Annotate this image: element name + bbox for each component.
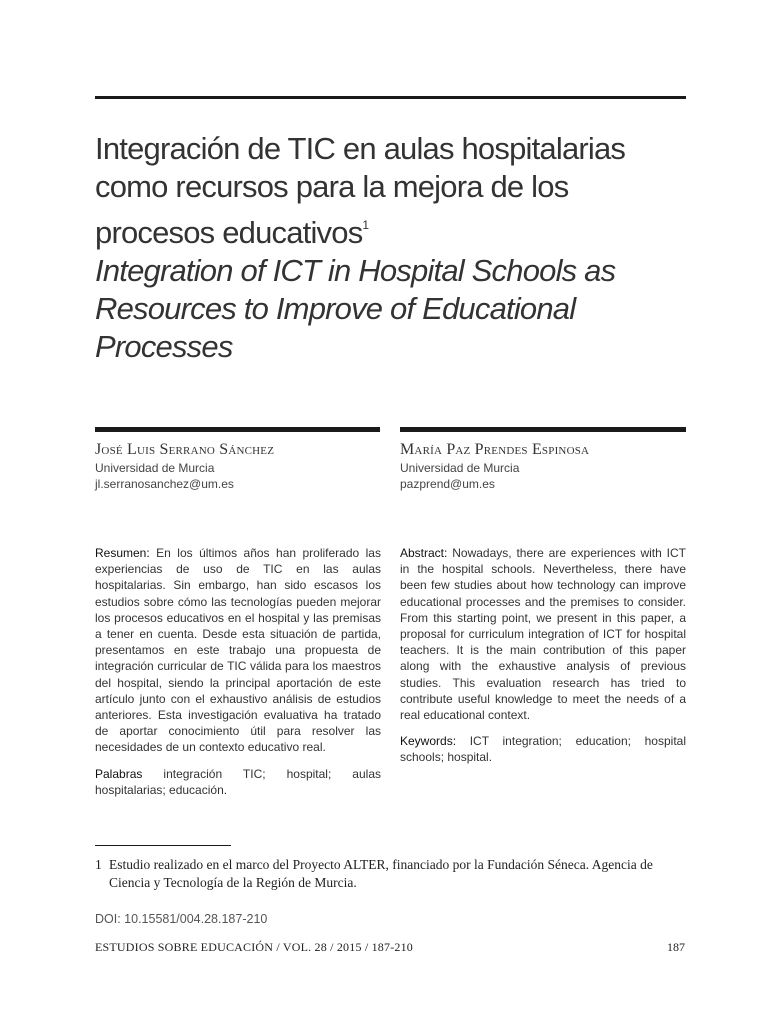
page-number: 187 [667, 940, 685, 954]
author-2 [400, 440, 690, 492]
author-name: José Luis Serrano Sánchez [95, 441, 275, 458]
journal-line: ESTUDIOS SOBRE EDUCACIÓN / VOL. 28 / 2015 / 187-210 [95, 940, 413, 954]
footnote [95, 856, 687, 892]
resumen-text: En los últimos años han proliferado las experiencias de uso de TIC en las aulas hospitalarias. Sin embargo, han sido escasos los estudios sobre cómo las tecnologías pueden mejorar los procesos educativos en el hospital y las premisas a tener en cuenta. Desde esta situación de partida, presentamos en este trabajo una propuesta de integración curricular de TIC válida para los maestros del hospital, siendo la principal aportación de este artículo junto con el exhaustivo análisis de estudios anteriores. Esta investigación evaluativa ha tratado de aportar conocimiento útil para resolver las necesidades de un contexto educativo real. [95, 546, 381, 755]
spanish-summary-column [95, 545, 381, 808]
author-email[interactable]: pazprend@um.es [400, 477, 495, 491]
author-affiliation: Universidad de Murcia [400, 461, 520, 475]
doi[interactable]: DOI: 10.15581/004.28.187-210 [95, 912, 268, 926]
title-english: Integration of ICT in Hospital Schools as Resources to Improve of Educational Processes [95, 253, 616, 364]
author-rule-left [95, 427, 380, 432]
abstract-text: Nowadays, there are experiences with ICT in the hospital schools. Nevertheless, there have been few studies about how technology can improve educational processes and the premises to consider. From this starting point, we present in this paper, a proposal for curriculum integration of ICT for hospital teachers. It is the main contribution of this paper along with the exhaustive analysis of previous studies. This evaluation research has tried to contribute useful knowledge to meet the needs of a real educational context. [400, 546, 686, 723]
resumen-label: Resumen: [95, 546, 150, 560]
abstract-paragraph [400, 545, 686, 723]
english-abstract-column [400, 545, 686, 776]
keywords-label: Keywords: [400, 734, 457, 749]
author-1 [95, 440, 385, 492]
keywords-text: ICT integration; education; hospital schools; hospital. [400, 734, 686, 765]
top-rule [95, 96, 686, 99]
author-rule-right [400, 427, 686, 432]
title-block [95, 130, 695, 366]
keywords-paragraph [400, 733, 686, 765]
abstract-label: Abstract: [400, 546, 448, 560]
palabras-paragraph [95, 766, 381, 798]
author-affiliation: Universidad de Murcia [95, 461, 215, 475]
palabras-label: Palabras [95, 766, 143, 781]
footnote-number: 1 [95, 857, 102, 872]
author-email[interactable]: jl.serranosanchez@um.es [95, 477, 234, 491]
palabras-text: integración TIC; hospital; aulas hospitalarias; educación. [95, 766, 381, 797]
title-spanish: Integración de TIC en aulas hospitalarias como recursos para la mejora de los procesos educativos$^1$ [95, 131, 626, 250]
resumen-paragraph [95, 545, 381, 756]
title-footnote-mark: 1 [362, 218, 370, 232]
footnote-text: Estudio realizado en el marco del Proyecto ALTER, financiado por la Fundación Séneca. Agencia de Ciencia y Tecnología de la Región de Murcia. [109, 857, 653, 890]
footnote-rule [95, 845, 231, 846]
author-name: María Paz Prendes Espinosa [400, 441, 590, 458]
